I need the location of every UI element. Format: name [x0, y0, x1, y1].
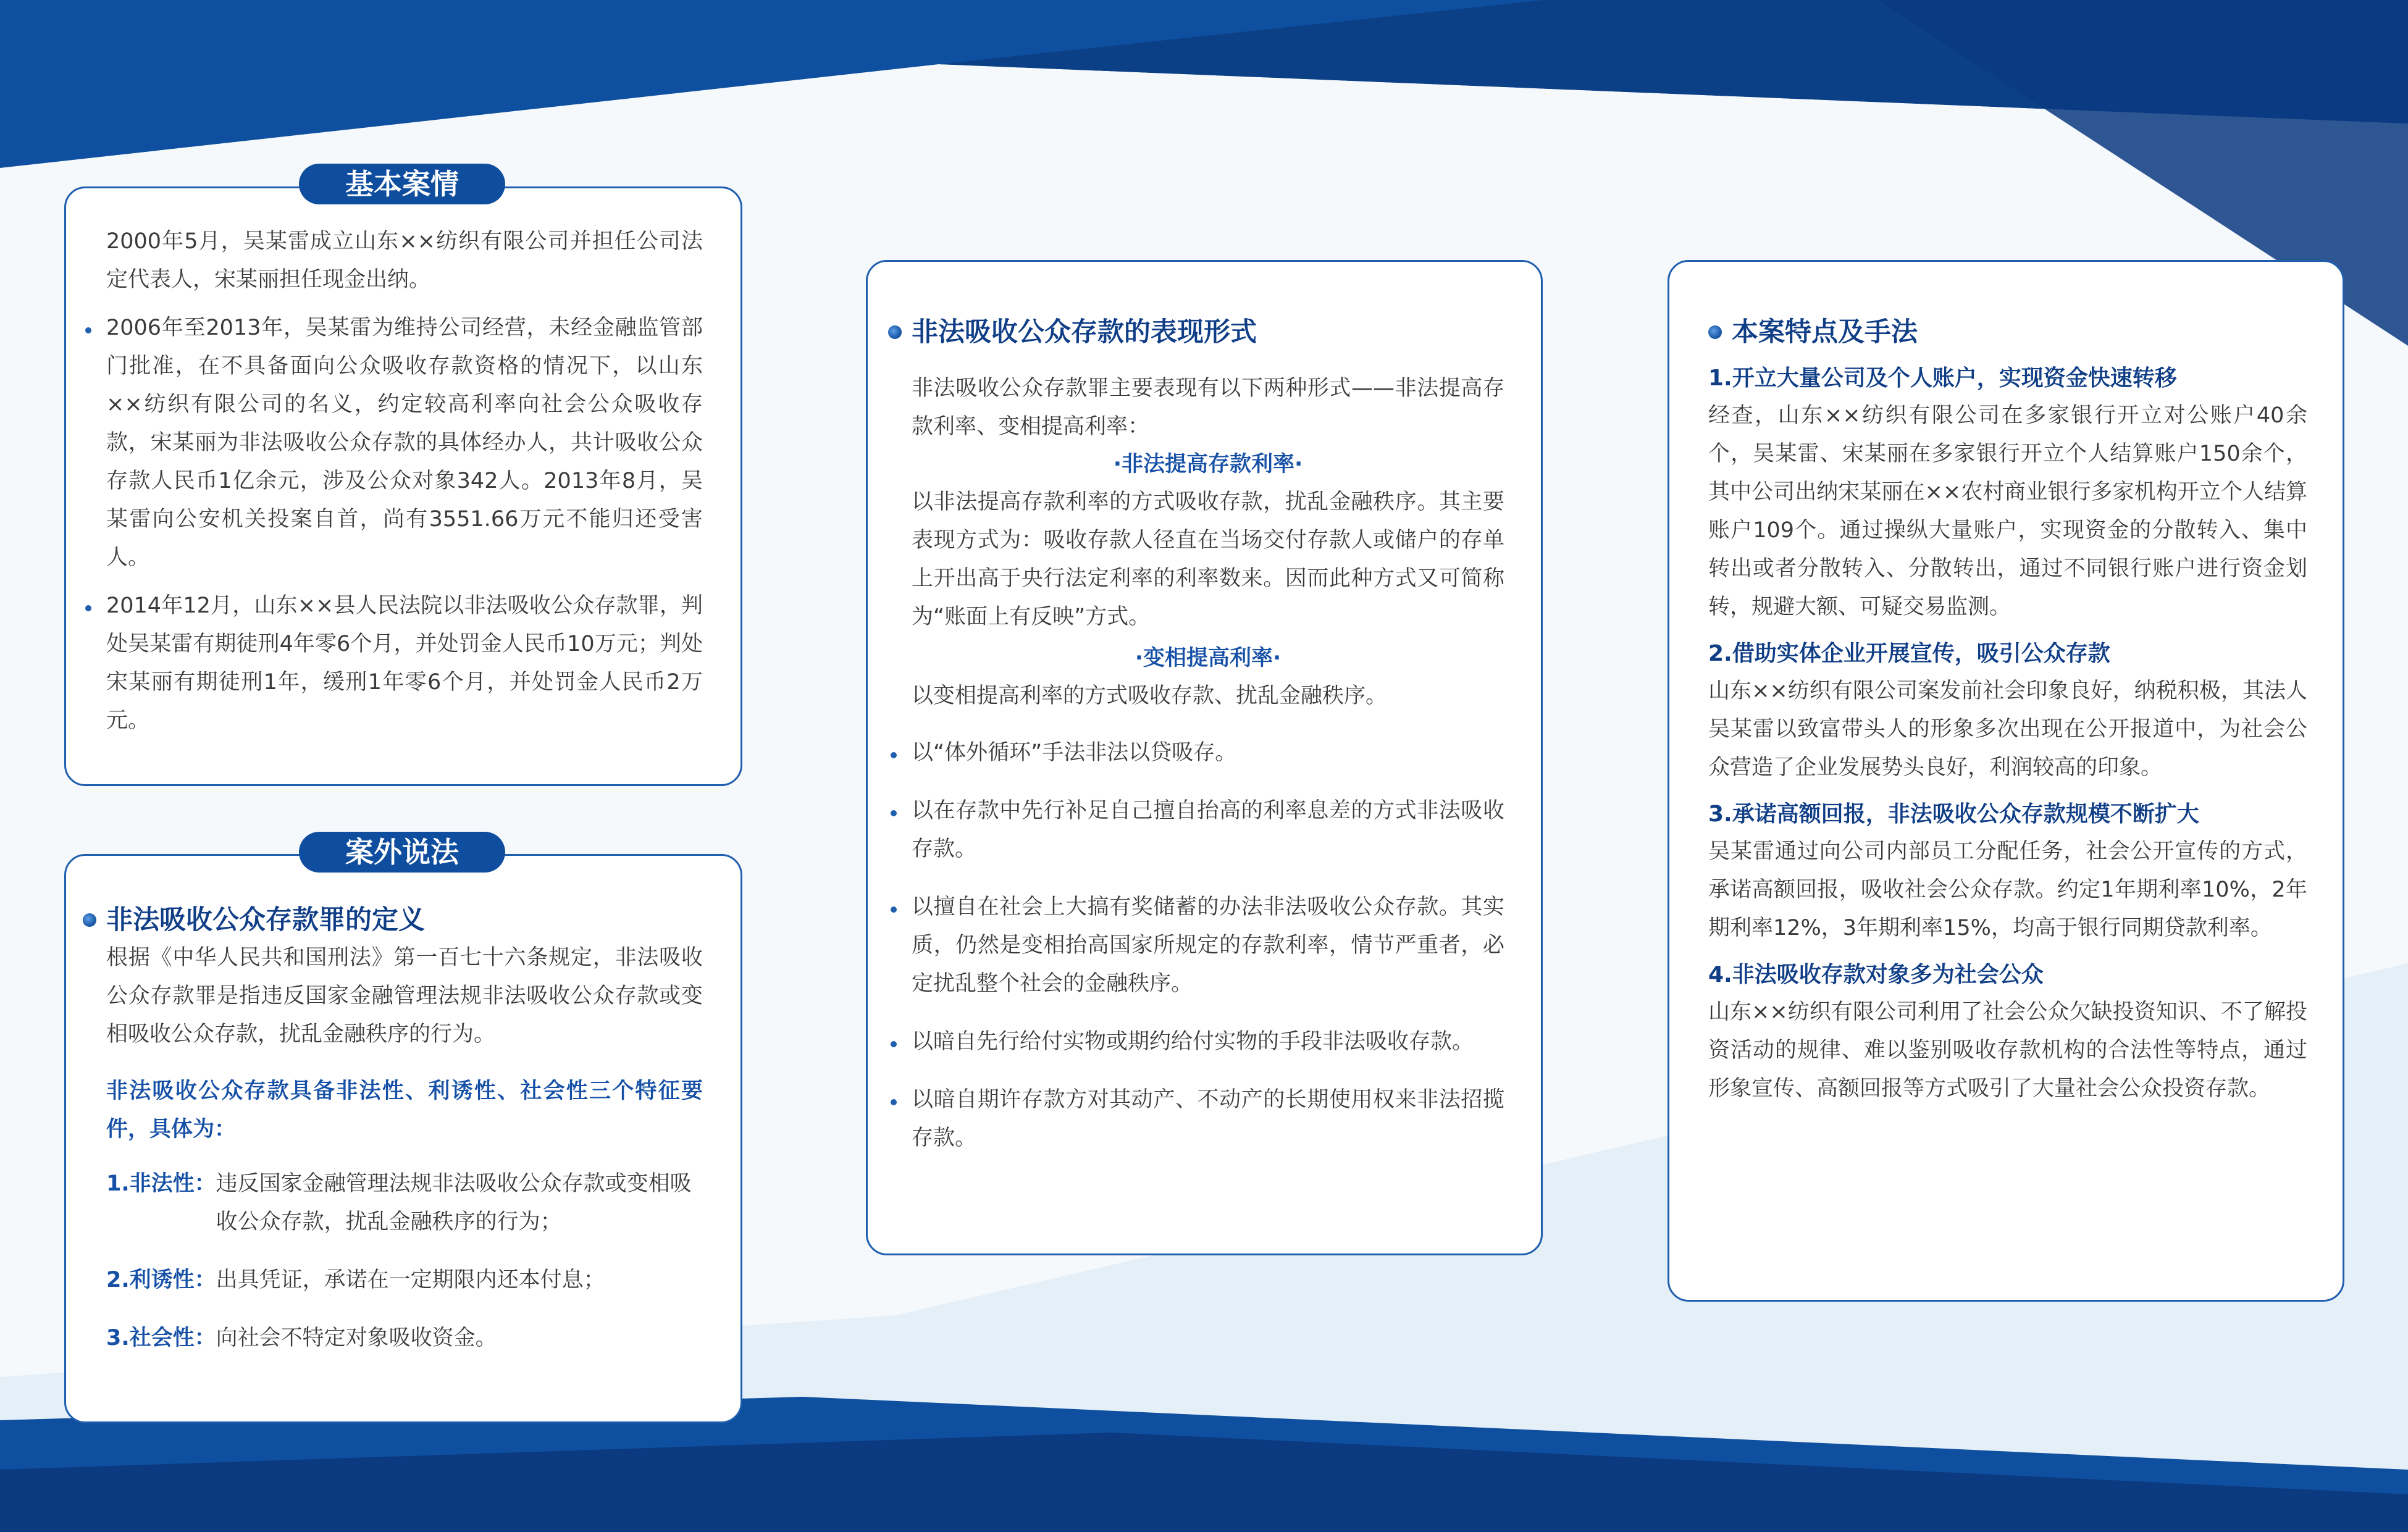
- title-text: 非法吸收公众存款的表现形式: [912, 317, 1257, 348]
- bullet-text: 以在存款中先行补足自己擅自抬高的利率息差的方式非法吸收存款。: [912, 798, 1504, 861]
- forms-bullet-2: [912, 792, 1504, 868]
- law-explain-tab: 案外说法: [299, 832, 505, 873]
- forms-intro: 非法吸收公众存款罪主要表现有以下两种形式——非法提高存款利率、变相提高利率：: [912, 376, 1504, 439]
- feature-publicness: [106, 1319, 703, 1357]
- feature-text: 向社会不特定对象吸收资金。: [216, 1326, 497, 1350]
- forms-sub1-text: 以非法提高存款利率的方式吸收存款，扰乱金融秩序。其主要表现方式为：吸收存款人径直在当场交付存款人或储户的存单上开出高于央行法定利率的利率数来。因而此种方式又可简称为“账面上有反映”方式。: [912, 490, 1504, 629]
- bullet-dot: [891, 810, 897, 816]
- title-bullet-icon: [83, 913, 96, 927]
- bullet-dot: [891, 752, 897, 758]
- forms-bullet-1: [912, 734, 1504, 772]
- bullet-dot: [891, 1099, 897, 1105]
- feature-text: 出具凭证，承诺在一定期限内还本付息；: [216, 1268, 605, 1292]
- forms-bullet-5: [912, 1081, 1504, 1157]
- basic-case-tab: 基本案情: [299, 164, 505, 204]
- feature-item-3: [1708, 797, 2307, 947]
- bullet-text: 以“体外循环”手法非法以贷吸存。: [912, 740, 1237, 765]
- forms-bullet-3: [912, 888, 1504, 1003]
- basic-case-bullet-1: [106, 309, 703, 577]
- feature-item-title: 4.非法吸收存款对象多为社会公众: [1708, 962, 2044, 987]
- feature-item-text: 山东××纺织有限公司利用了社会公众欠缺投资知识、不了解投资活动的规律、难以鉴别吸收存款机构的合法性等特点，通过形象宣传、高额回报等方式吸引了大量社会公众投资存款。: [1708, 1000, 2307, 1101]
- title-text: 本案特点及手法: [1732, 317, 1918, 348]
- feature-inducement: [106, 1261, 703, 1299]
- bullet-text: 2014年12月，山东××县人民法院以非法吸收公众存款罪，判处吴某雷有期徒刑4年零6个月，并处罚金人民币10万元；判处宋某丽有期徒刑1年，缓刑1年零6个月，并处罚金人民币2万元。: [106, 593, 703, 733]
- bullet-dot: [85, 605, 91, 611]
- feature-illegality: [106, 1165, 703, 1241]
- feature-item-title: 2.借助实体企业开展宣传，吸引公众存款: [1708, 641, 2110, 666]
- feature-item-4: [1708, 957, 2307, 1108]
- feature-item-title: 1.开立大量公司及个人账户，实现资金快速转移: [1708, 366, 2177, 391]
- bullet-text: 以擅自在社会上大搞有奖储蓄的办法非法吸收公众存款。其实质，仍然是变相抬高国家所规定的存款利率，情节严重者，必定扰乱整个社会的金融秩序。: [912, 895, 1504, 996]
- feature-item-text: 山东××纺织有限公司案发前社会印象良好，纳税积极，其法人吴某雷以致富带头人的形象多次出现在公开报道中，为社会公众营造了企业发展势头良好，利润较高的印象。: [1708, 679, 2307, 780]
- title-bullet-icon: [1708, 325, 1722, 339]
- bullet-dot: [85, 327, 91, 333]
- basic-case-intro: 2000年5月，吴某雷成立山东××纺织有限公司并担任公司法定代表人，宋某丽担任现金出纳。: [106, 229, 703, 292]
- title-bullet-icon: [888, 325, 902, 339]
- feature-label: 2.利诱性：: [106, 1268, 216, 1292]
- bullet-text: 以暗自先行给付实物或期约给付实物的手段非法吸收存款。: [912, 1029, 1474, 1054]
- basic-case-content: [106, 222, 703, 740]
- feature-item-title: 3.承诺高额回报，非法吸收公众存款规模不断扩大: [1708, 802, 2199, 827]
- feature-item-2: [1708, 636, 2307, 787]
- bullet-text: 以暗自期许存款方对其动产、不动产的长期使用权来非法招揽存款。: [912, 1087, 1504, 1150]
- feature-text: 违反国家金融管理法规非法吸收公众存款或变相吸收公众存款，扰乱金融秩序的行为；: [216, 1171, 692, 1234]
- forms-bullet-4: [912, 1023, 1504, 1061]
- bullet-dot: [891, 906, 897, 913]
- forms-sub1-title: ·非法提高存款利率·: [1113, 452, 1303, 477]
- bullet-text: 2006年至2013年，吴某雷为维持公司经营，未经金融监管部门批准，在不具备面向公众吸收存款资格的情况下，以山东××纺织有限公司的名义，约定较高利率向社会公众吸收存款，宋某丽为非法吸收公众存款的具体经办人，共计吸收公众存款人民币1亿余元，涉及公众对象342人。2013年8月，吴某雷向公安机关投案自首，尚有3551.66万元不能归还受害人。: [106, 316, 703, 570]
- feature-item-text: 吴某雷通过向公司内部员工分配任务，社会公开宣传的方式，承诺高额回报，吸收社会公众存款。约定1年期利率10%，2年期利率12%，3年期利率15%，均高于银行同期贷款利率。: [1708, 839, 2307, 940]
- feature-label: 1.非法性：: [106, 1171, 216, 1196]
- bullet-dot: [891, 1041, 897, 1047]
- title-text: 非法吸收公众存款罪的定义: [106, 905, 425, 936]
- forms-content: [912, 314, 1504, 1157]
- law-definition-body: 根据《中华人民共和国刑法》第一百七十六条规定，非法吸收公众存款罪是指违反国家金融管理法规非法吸收公众存款或变相吸收公众存款，扰乱金融秩序的行为。: [106, 945, 703, 1047]
- basic-case-bullet-2: [106, 587, 703, 740]
- forms-sub2-text: 以变相提高利率的方式吸收存款、扰乱金融秩序。: [912, 684, 1388, 708]
- feature-label: 3.社会性：: [106, 1326, 216, 1350]
- law-definition-title: [79, 902, 703, 939]
- feature-item-1: [1708, 361, 2307, 626]
- forms-title: [884, 314, 1504, 351]
- law-features-intro: 非法吸收公众存款具备非法性、利诱性、社会性三个特征要件，具体为：: [106, 1079, 703, 1142]
- feature-item-text: 经查，山东××纺织有限公司在多家银行开立对公账户40余个，吴某雷、宋某丽在多家银行开立个人结算账户150余个，其中公司出纳宋某丽在××农村商业银行多家机构开立个人结算账户109个。通过操纵大量账户，实现资金的分散转入、集中转出或者分散转入、分散转出，通过不同银行账户进行资金划转，规避大额、可疑交易监测。: [1708, 403, 2307, 619]
- forms-sub2-title: ·变相提高利率·: [1135, 646, 1282, 671]
- features-case-title: [1705, 314, 2307, 351]
- features-case-content: [1708, 314, 2307, 1108]
- law-explain-content: [106, 902, 703, 1357]
